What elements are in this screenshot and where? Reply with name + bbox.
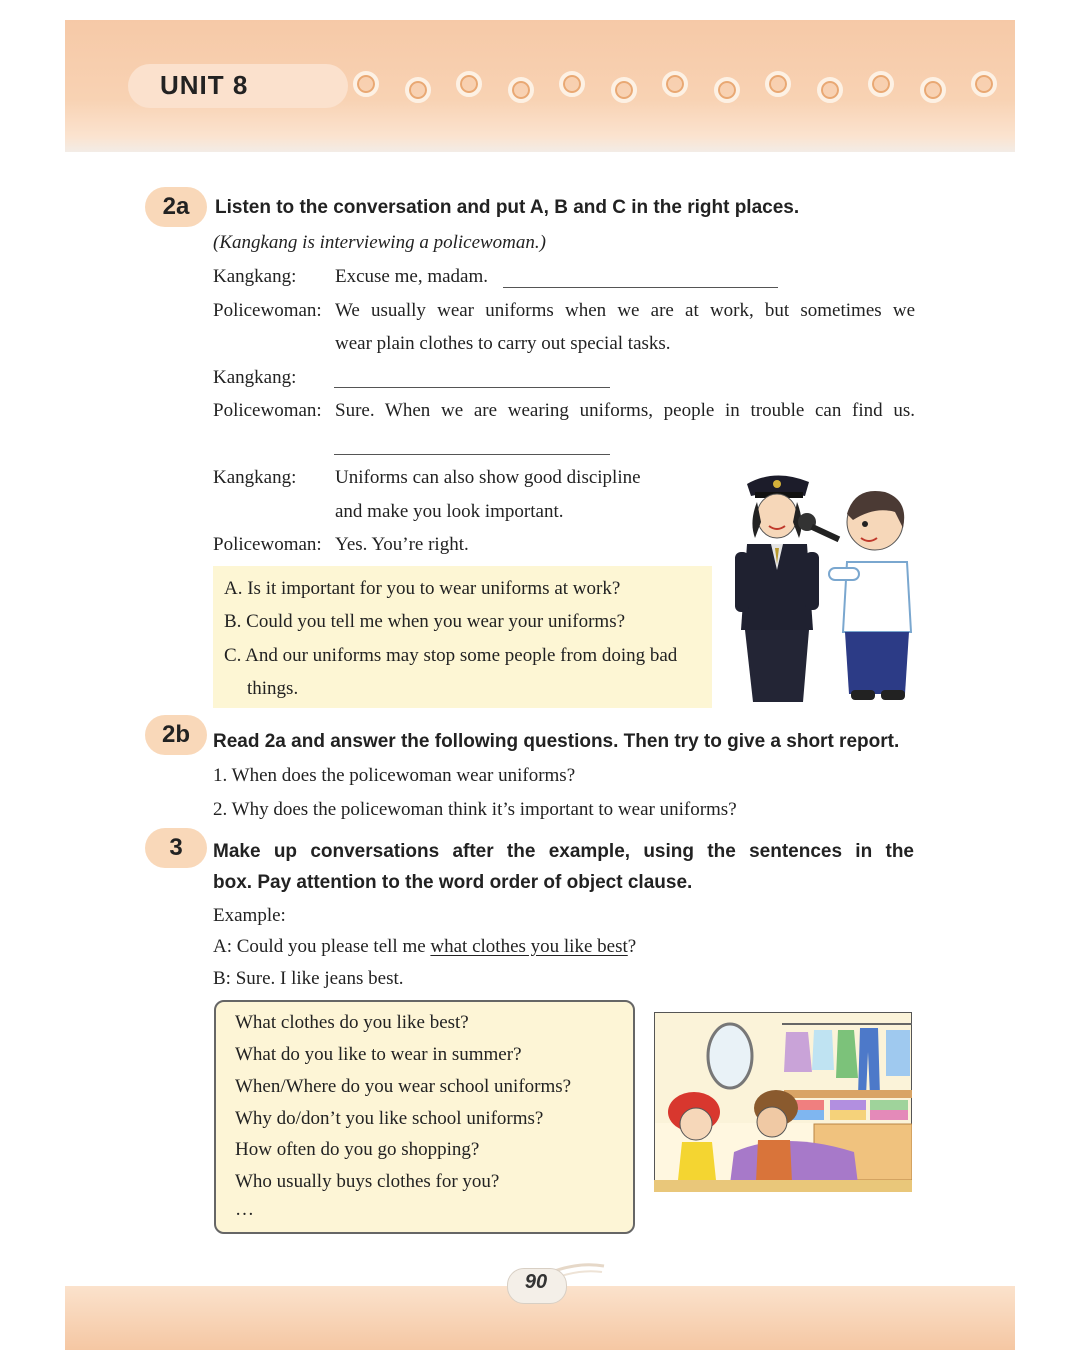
ring-decoration-icon bbox=[714, 77, 740, 103]
dialogue-text: Uniforms can also show good discipline bbox=[335, 467, 641, 488]
phrase-ellipsis: … bbox=[235, 1199, 254, 1220]
ring-decoration-icon bbox=[559, 71, 585, 97]
ring-decoration-icon bbox=[662, 71, 688, 97]
phrase-2: What do you like to wear in summer? bbox=[235, 1044, 522, 1065]
example-a-prefix: A: Could you please tell me bbox=[213, 936, 431, 957]
dialogue-text: Yes. You’re right. bbox=[335, 534, 469, 555]
section-badge-3: 3 bbox=[145, 828, 207, 868]
policewoman-interview-illustration bbox=[725, 462, 920, 710]
ring-decoration-icon bbox=[405, 77, 431, 103]
ring-decoration-icon bbox=[765, 71, 791, 97]
instruction-2b: Read 2a and answer the following questions. Then try to give a short report. bbox=[213, 731, 900, 752]
ring-decoration-icon bbox=[868, 71, 894, 97]
example-line-a bbox=[213, 930, 636, 963]
instruction-2a: Listen to the conversation and put A, B and C in the right places. bbox=[215, 197, 800, 218]
speaker-policewoman: Policewoman: bbox=[213, 534, 322, 555]
example-line-b: B: Sure. I like jeans best. bbox=[213, 968, 404, 989]
answer-blank[interactable] bbox=[334, 454, 610, 455]
phrase-3: When/Where do you wear school uniforms? bbox=[235, 1076, 572, 1097]
question-2: 2. Why does the policewoman think it’s important to wear uniforms? bbox=[213, 799, 737, 820]
dialogue-text: We usually wear uniforms when we are at work, but sometimes we bbox=[335, 300, 915, 321]
speaker-kangkang: Kangkang: bbox=[213, 467, 297, 488]
page-number: 90 bbox=[524, 1271, 548, 1293]
option-c-continued: things. bbox=[247, 678, 299, 699]
speaker-policewoman: Policewoman: bbox=[213, 400, 322, 421]
option-a: A. Is it important for you to wear uniforms at work? bbox=[224, 578, 621, 599]
speaker-policewoman: Policewoman: bbox=[213, 300, 322, 321]
question-1: 1. When does the policewoman wear uniforms? bbox=[213, 765, 576, 786]
phrase-1: What clothes do you like best? bbox=[235, 1012, 469, 1033]
wardrobe-illustration bbox=[654, 1012, 912, 1192]
ring-decoration-icon bbox=[456, 71, 482, 97]
example-label: Example: bbox=[213, 905, 286, 926]
instruction-3-line2: box. Pay attention to the word order of object clause. bbox=[213, 872, 693, 893]
dialogue-text: and make you look important. bbox=[335, 501, 564, 522]
instruction-3-line1: Make up conversations after the example, using the sentences in the bbox=[213, 841, 914, 862]
ring-decoration-icon bbox=[611, 77, 637, 103]
ring-decoration-icon bbox=[920, 77, 946, 103]
dialogue-text: wear plain clothes to carry out special tasks. bbox=[335, 333, 671, 354]
speaker-kangkang: Kangkang: bbox=[213, 266, 297, 287]
ring-decoration-icon bbox=[508, 77, 534, 103]
context-note: (Kangkang is interviewing a policewoman.) bbox=[213, 232, 546, 253]
example-a-underlined: what clothes you like best bbox=[430, 936, 628, 957]
dialogue-text: Excuse me, madam. bbox=[335, 266, 489, 287]
speaker-kangkang: Kangkang: bbox=[213, 367, 297, 388]
section-badge-2b: 2b bbox=[145, 715, 207, 755]
answer-blank[interactable] bbox=[334, 387, 610, 388]
dialogue-text: Sure. When we are wearing uniforms, people in trouble can find us. bbox=[335, 400, 915, 421]
unit-title: UNIT 8 bbox=[160, 70, 249, 100]
answer-blank[interactable] bbox=[503, 287, 778, 288]
phrase-5: How often do you go shopping? bbox=[235, 1139, 480, 1160]
ring-decoration-icon bbox=[971, 71, 997, 97]
example-a-suffix: ? bbox=[627, 936, 637, 957]
phrase-6: Who usually buys clothes for you? bbox=[235, 1171, 500, 1192]
section-badge-2a: 2a bbox=[145, 187, 207, 227]
ring-decoration-icon bbox=[817, 77, 843, 103]
ring-decoration-icon bbox=[353, 71, 379, 97]
phrase-4: Why do/don’t you like school uniforms? bbox=[235, 1108, 544, 1129]
option-b: B. Could you tell me when you wear your uniforms? bbox=[224, 611, 626, 632]
option-c: C. And our uniforms may stop some people from doing bad bbox=[224, 645, 678, 666]
